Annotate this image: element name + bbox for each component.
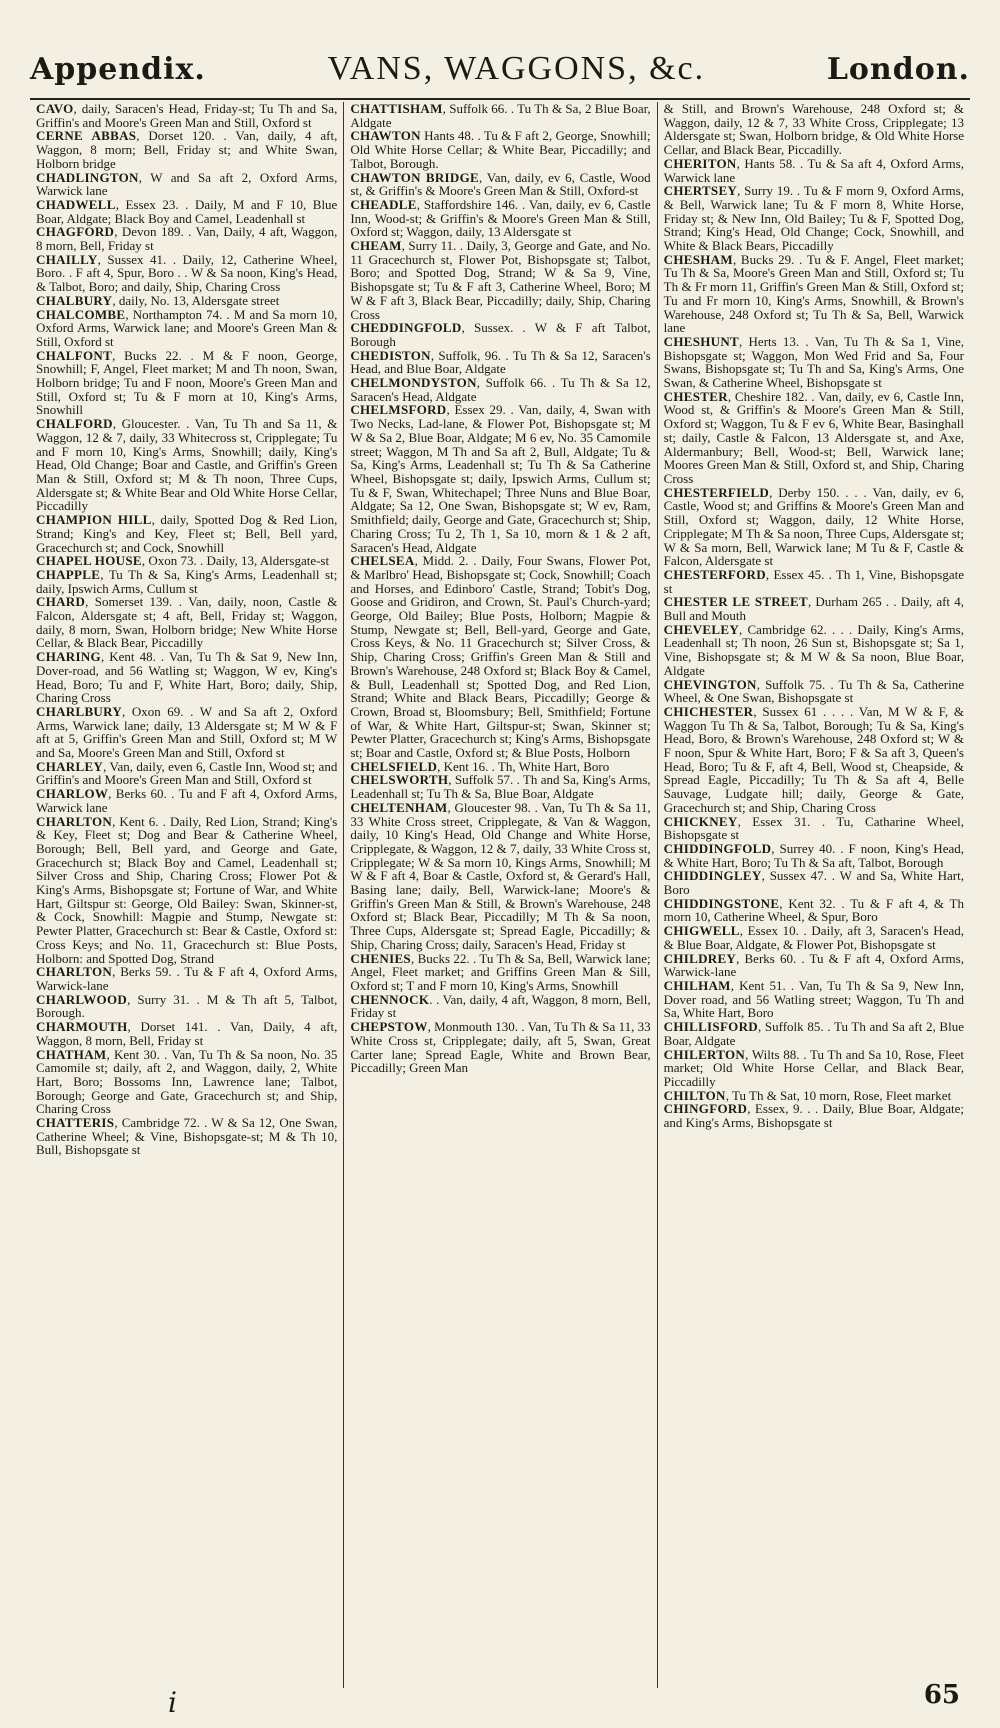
directory-entry xyxy=(350,198,650,239)
entry-details: , Bucks 22. . M & F noon, George, Snowhill; F, Angel, Fleet market; M and Th noon, Swan, Holborn bridge; Tu and F noon, Moore's Green Man and Still, Oxford st; Tu & F morn at 10, King's Arms, Snowhill xyxy=(36,347,338,418)
entry-details: , Essex 45. . Th 1, Vine, Bishopsgate st xyxy=(663,566,964,596)
directory-entry xyxy=(350,760,650,774)
header-appendix: Appendix. xyxy=(30,51,206,87)
directory-entry xyxy=(36,308,337,349)
page-number: 65 xyxy=(923,1680,960,1710)
entry-details: , Suffolk 66. . Tu Th & Sa, 2 Blue Boar, Aldgate xyxy=(350,102,651,130)
entry-place-name: CHICHESTER xyxy=(663,703,754,719)
entry-place-name: CHAILLY xyxy=(36,251,98,267)
directory-entry xyxy=(664,678,964,705)
entry-place-name: CHILERTON xyxy=(663,1046,746,1062)
directory-entry xyxy=(36,129,337,170)
entry-details: , Tu Th & Sa, King's Arms, Leadenhall st; daily, Ipswich Arms, Cullum st xyxy=(36,566,338,596)
directory-entry xyxy=(664,184,964,253)
entry-details: . . Van, daily, 4 aft, Waggon, 8 morn, Bell, Friday st xyxy=(350,991,651,1021)
entry-place-name: CHICKNEY xyxy=(663,813,738,829)
directory-entry xyxy=(350,239,650,321)
directory-entry xyxy=(350,376,650,403)
entry-place-name: CHALFONT xyxy=(36,347,113,363)
entry-place-name: CHALCOMBE xyxy=(36,306,126,322)
entry-place-name: CHIDDINGLEY xyxy=(663,868,762,884)
directory-entry xyxy=(36,417,337,513)
entry-place-name: CHADWELL xyxy=(36,196,116,212)
entry-place-name: CHILHAM xyxy=(663,978,731,993)
entry-details: , Essex 29. . Van, daily, 4, Swan with Two Necks, Lad-lane, & Flower Pot, Bishopsgate st; M W & Sa 2, Blue Boar, Aldgate; M 6 ev, No. 35 Camomile street; Waggon, M Th and Sa aft 2, Bull, Aldgate; Tu & Sa, King's Arms, Leadenhall st; Tu Th & Sa Catherine Wheel, Bishopsgate st; daily, Ipswich Arms, Cullum st; Tu & F, Swan, Whitechapel; Three Nuns and Blue Boar, Aldgate; Sa 12, One Swan, Bishopsgate st; W ev, Ram, Smithfield; daily, George and Gate, Gracechurch st; Ship, Charing Cross; Tu 2, Th 1, Sa 10, morn & 1 & 2 aft, Saracen's Head, Aldgate xyxy=(350,402,651,555)
column-middle xyxy=(343,102,656,1688)
entry-place-name: CHATTERIS xyxy=(36,1115,115,1131)
entry-place-name: CHAPPLE xyxy=(36,566,101,582)
entry-details: , Gloucester 98. . Van, Tu Th & Sa 11, 33 White Cross street, Cripplegate, & Van & Waggon, daily, 10 King's Head, Old Change and White Horse, Cripplegate, & Waggon, 12 & 7, daily, 33 White Cross st, Cripplegate; W & Sa morn 10, Kings Arms, Snowhill; M W & F aft 4, Boar & Castle, Oxford st, & Gerard's Hall, Basing lane; daily, Bell, Warwick-lane; Moore's & Griffin's Green Man & Still, & Brown's Warehouse, 248 Oxford st; Black Bear, Piccadilly; M Th & Sa noon, Three Cups, Aldersgate st; Spread Eagle, Piccadilly; & Ship, Charing Cross; daily, Saracen's Head, Friday st xyxy=(350,799,651,952)
entry-place-name: CHERTSEY xyxy=(663,183,738,199)
entry-details: , Kent 6. . Daily, Red Lion, Strand; King's & Key, Fleet st; Dog and Bear & Catherine Wheel, Borough; Bell, Bell yard, and George and Gate, Gracechurch st; Black Boy and Camel, Leadenhall st; Silver Cross and Ship, Charing Cross; Flower Pot & King's Arms, Bishopsgate st; Fortune of War, and White Hart, Giltspur st: George, Old Bailey: Swan, Skinner-st, & Cock, Snowhill: Magpie and Stump, Newgate st: Pewter Platter, Gracechurch st: Bear & Castle, Oxford st: Cross Keys; and No. 11, Gracechurch st: Blue Posts, Holborn: and Spotted Dog, Strand xyxy=(36,813,338,966)
directory-entry xyxy=(36,513,337,554)
directory-entry xyxy=(664,102,964,157)
header-title: VANS, WAGGONS, &c. xyxy=(327,50,706,87)
directory-entry xyxy=(664,924,964,951)
directory-entry xyxy=(664,1048,964,1089)
entry-details: , Suffolk, 96. . Tu Th & Sa 12, Saracen's Head, and Blue Boar, Aldgate xyxy=(350,347,651,377)
entry-place-name: CHAWTON xyxy=(350,128,421,144)
directory-entry xyxy=(36,1048,337,1117)
directory-entry xyxy=(664,568,964,595)
directory-entry xyxy=(36,102,337,129)
directory-entry xyxy=(350,102,650,129)
entry-place-name: CHAMPION HILL xyxy=(36,512,152,528)
directory-entry xyxy=(664,815,964,842)
entry-details: , Sussex. . W & F aft Talbot, Borough xyxy=(350,320,651,349)
entry-place-name: CHARLOW xyxy=(36,786,109,802)
directory-entry xyxy=(36,650,337,705)
entry-place-name: CHEVINGTON xyxy=(663,676,757,692)
entry-details: , Essex 23. . Daily, M and F 10, Blue Boar, Aldgate; Black Boy and Camel, Leadenhall st xyxy=(36,196,338,226)
entry-place-name: CHIDDINGFOLD xyxy=(663,840,772,856)
entry-details: , Surry 19. . Tu & F morn 9, Oxford Arms, & Bell, Warwick lane; Tu & F morn 8, White Horse, Friday st; & New Inn, Old Bailey; Tu & F, Spotted Dog, Strand; King's Head, Old Change; Cock, Snowhill, and White & Black Bears, Piccadilly xyxy=(663,183,964,254)
entry-details: , Cheshire 182. . Van, daily, ev 6, Castle Inn, Wood st, & Griffin's & Moore's Green Man & Still, Oxford st; Waggon, Tu & F ev 6, White Bear, Basinghall st; daily, Castle & Falcon, 13 Aldersgate st, and Axe, Aldermanbury; Bell, Wood-st; Bell, Warwick lane; Moores Green Man & Still, Oxford st, and Ship, Charing Cross xyxy=(663,388,964,486)
entry-details: , Gloucester. . Van, Tu Th and Sa 11, & Waggon, 12 & 7, daily, 33 Whitecross st, Cripplegate; Tu and F morn 10, King's Arms, Snowhill; daily, King's Head, Old Change; Boar and Castle, and Griffin's Green Man & Still, Oxford st; M & Th noon, Three Cups, Aldersgate st; & White Bear and Old White Horse Cellar, Piccadilly xyxy=(36,416,338,514)
directory-entry xyxy=(664,595,964,622)
directory-entry xyxy=(36,993,337,1020)
directory-entry xyxy=(350,554,650,760)
directory-entry xyxy=(350,993,650,1020)
entry-place-name: CHIGWELL xyxy=(663,923,740,939)
entry-place-name: CHERITON xyxy=(663,155,737,171)
directory-entry xyxy=(36,787,337,814)
entry-place-name: CHEVELEY xyxy=(663,621,740,637)
entry-place-name: CHELSEA xyxy=(350,553,415,569)
directory-entry xyxy=(664,253,964,335)
entry-details: , Suffolk 85. . Tu Th and Sa aft 2, Blue Boar, Aldgate xyxy=(663,1019,964,1048)
directory-entry xyxy=(664,869,964,896)
entry-details: , Kent 51. . Van, Tu Th & Sa 9, New Inn, Dover road, and 56 Watling street; Waggon, Tu Th and Sa, White Hart, Boro xyxy=(663,978,964,1021)
entry-details: , Monmouth 130. . Van, Tu Th & Sa 11, 33 White Cross st, Cripplegate; daily, aft 5, Swan, Great Carter lane; Spread Eagle, White and Brown Bear, Piccadilly; Green Man xyxy=(350,1019,651,1076)
directory-entry xyxy=(664,1089,964,1103)
entry-details: , Essex 10. . Daily, aft 3, Saracen's Head, & Blue Boar, Aldgate, & Flower Pot, Bishopsgate st xyxy=(663,923,964,952)
entry-place-name: CHARMOUTH xyxy=(36,1019,128,1035)
page-header xyxy=(30,40,970,98)
directory-entry xyxy=(350,773,650,800)
entry-details: , Derby 150. . . . Van, daily, ev 6, Castle, Wood st; and Griffins & Moore's Green Man and Still, Oxford st; Waggon, daily, 12 White Horse, Cripplegate; M Th & Sa noon, Three Cups, Aldersgate st; W & Sa morn, Bell, Warwick lane; M Tu & F, Castle & Falcon, Aldersgate st xyxy=(663,484,964,569)
entry-place-name: CHESTERFORD xyxy=(663,566,766,582)
entry-details: , Suffolk 66. . Tu Th & Sa 12, Saracen's Head, Aldgate xyxy=(350,375,651,404)
entry-place-name: CHEADLE xyxy=(350,196,417,212)
directory-entry xyxy=(36,198,337,225)
entry-details: Hants 48. . Tu & F aft 2, George, Snowhill; Old White Horse Cellar; & White Bear, Piccadilly; and Talbot, Borough. xyxy=(350,128,651,171)
entry-place-name: CERNE ABBAS xyxy=(36,128,137,144)
entry-place-name: CHAPEL HOUSE xyxy=(36,553,142,569)
entry-details: , Bucks 29. . Tu & F. Angel, Fleet market; Tu Th & Sa, Moore's Green Man and Still, Oxford st; Tu Th & Fr morn 11, Griffin's Green Man & Still, Oxford st; Tu and Fr morn 10, King's Arms, Snowhill, & Brown's Warehouse, 248 Oxford st; Tu Th & Sa, Bell, Warwick lane xyxy=(663,251,964,336)
entry-details: , Kent 48. . Van, Tu Th & Sat 9, New Inn, Dover-road, and 56 Watling st; Waggon, W ev, King's Head, Boro; Tu and F, White Hart, Boro; daily, Ship, Charing Cross xyxy=(36,649,338,706)
entry-details: , Oxon 69. . W and Sa aft 2, Oxford Arms, Warwick lane; daily, 13 Aldersgate st; M W & F aft at 5, Griffin's Green Man and Still, Oxford st; M W and Sa, Moore's Green Man and Still, Oxford st xyxy=(36,703,338,761)
entry-place-name: CHARLTON xyxy=(36,964,113,980)
entry-details: , Sussex 41. . Daily, 12, Catherine Wheel, Boro. . F aft 4, Spur, Boro . . W & Sa noon, King's Head, & Talbot, Boro; and daily, Ship, Charing Cross xyxy=(36,251,338,295)
entry-details: , Bucks 22. . Tu Th & Sa, Bell, Warwick lane; Angel, Fleet market; and Griffins Green Man & Sill, Oxford st; T and F morn 10, King's Arms, Snowhill xyxy=(350,950,651,993)
directory-entry xyxy=(36,349,337,418)
header-london: London. xyxy=(826,51,970,87)
entry-details: , W and Sa aft 2, Oxford Arms, Warwick lane xyxy=(36,169,338,199)
entry-place-name: CHALFORD xyxy=(36,416,113,432)
entry-place-name: CHESHAM xyxy=(663,251,733,267)
entry-place-name: CHARLEY xyxy=(36,758,104,774)
entries-columns xyxy=(30,102,970,1688)
entry-place-name: CHELMONDYSTON xyxy=(350,375,477,391)
directory-entry xyxy=(664,1102,964,1129)
entry-details: , Essex 31. . Tu, Catharine Wheel, Bishopsgate st xyxy=(663,813,964,843)
entry-place-name: CHILTON xyxy=(663,1087,726,1103)
entry-details: , Essex, 9. . . Daily, Blue Boar, Aldgate; and King's Arms, Bishopsgate st xyxy=(663,1101,964,1131)
directory-entry xyxy=(36,760,337,787)
directory-entry xyxy=(36,568,337,595)
entry-place-name: CHARING xyxy=(36,649,101,665)
entry-details: , Midd. 2. . Daily, Four Swans, Flower Pot, & Marlbro' Head, Bishopsgate st; Cock, Snowhill; Coach and Horses, and Edinboro' Castle, Strand; Tobit's Dog, Goose and Gridiron, and Crown, St. Paul's Church-yard; George, Old Bailey; Blue Posts, Holborn; Magpie & Stump, Newgate st; Bell, Bell-yard, George and Gate, Cross Keys, & No. 11 Gracechurch st; Silver Cross, & Ship, Charing Cross; Griffin's Green Man & Still and Brown's Warehouse, 248 Oxford st; Black Boy & Camel, & Bull, Leadenhall st; Spotted Dog, and Red Lion, Strand; White and Black Bears, Piccadilly; George & Crown, Broad st, Bloomsbury; Bell, Smithfield; Fortune of War, & White Hart, Giltspur-st; Swan, Skinner st; Pewter Platter, Gracechurch st; King's Arms, Bishopsgate st; Boar and Castle, Oxford st; & Blue Posts, Holborn xyxy=(350,553,651,761)
entry-details: , Herts 13. . Van, Tu Th & Sa 1, Vine, Bishopsgate st; Waggon, Mon Wed Frid and Sa, Four Swans, Bishopsgate st; Tu Th and Sa, King's Arms, One Swan, & Catherine Wheel, Bishopsgate st xyxy=(663,333,964,391)
entry-place-name: CHELSWORTH xyxy=(350,772,449,788)
directory-entry xyxy=(664,390,964,486)
entry-place-name: CHEPSTOW xyxy=(350,1019,428,1035)
entry-details: , Cambridge 62. . . . Daily, King's Arms, Leadenhall st; Th noon, 26 Sun st, Bishopsgate st; Sa 1, Vine, Bishopsgate st; & M W & Sa noon, Blue Boar, Aldgate xyxy=(663,621,964,678)
entry-place-name: CHARLWOOD xyxy=(36,991,128,1007)
directory-entry xyxy=(350,129,650,170)
entry-details: , Devon 189. . Van, Daily, 4 aft, Waggon, 8 morn, Bell, Friday st xyxy=(36,224,338,254)
entry-place-name: CHARLBURY xyxy=(36,703,123,719)
entry-place-name: CHENIES xyxy=(350,950,411,966)
entry-details: , daily, Spotted Dog & Red Lion, Strand; King's and Key, Fleet st; Bell, Bell yard, Gracechurch st; and Cock, Snowhill xyxy=(36,512,338,555)
entry-details: , Durham 265 . . Daily, aft 4, Bull and Mouth xyxy=(663,594,964,624)
signature-mark: i xyxy=(168,1686,177,1719)
directory-entry xyxy=(350,801,650,952)
directory-entry xyxy=(664,486,964,568)
entry-place-name: CHAWTON BRIDGE xyxy=(350,169,479,185)
entry-place-name: CHESTER xyxy=(663,388,728,404)
directory-entry xyxy=(350,403,650,554)
directory-entry xyxy=(664,705,964,815)
directory-entry xyxy=(36,225,337,252)
header-rule xyxy=(30,98,970,100)
entry-details: , Northampton 74. . M and Sa morn 10, Oxford Arms, Warwick lane; and Moore's Green Man & Still, Oxford st xyxy=(36,306,338,349)
entry-place-name: CHESTERFIELD xyxy=(663,484,770,500)
entry-details: , Kent 32. . Tu & F aft 4, & Th morn 10, Catherine Wheel, & Spur, Boro xyxy=(663,895,964,925)
entry-details: , daily, No. 13, Aldersgate street xyxy=(112,292,280,308)
entry-details: , Kent 30. . Van, Tu Th & Sa noon, No. 35 Camomile st; daily, aft 2, and Waggon, daily, 2, White Hart, Boro; Bossoms Inn, Lawrence lane; Talbot, Borough; George and Gate, Gracechurch st; and Ship, Charing Cross xyxy=(36,1046,338,1117)
entry-details: , Oxon 73. . Daily, 13, Aldersgate-st xyxy=(141,553,330,569)
entry-details: , Kent 16. . Th, White Hart, Boro xyxy=(437,758,610,774)
directory-entry xyxy=(36,965,337,992)
entry-place-name: CHADLINGTON xyxy=(36,169,139,185)
entry-place-name: CHARLTON xyxy=(36,813,113,829)
entry-details: , Surry 11. . Daily, 3, George and Gate, and No. 11 Gracechurch st, Flower Pot, Bishopsgate st; Talbot, Boro; and Spotted Dog, Strand; W & Sa 9, Vine, Bishopsgate st; Tu & F aft 3, Catherine Wheel, Boro; M W & F aft 3, Black Bear, Piccadilly; daily, Ship, Charing Cross xyxy=(350,238,651,322)
entry-details: , Dorset 120. . Van, daily, 4 aft, Waggon, 8 morn; Bell, Friday st; and White Swan, Holborn bridge xyxy=(36,128,338,171)
directory-entry xyxy=(36,595,337,650)
directory-entry xyxy=(664,157,964,184)
entry-place-name: CHINGFORD xyxy=(663,1101,748,1117)
entry-place-name: CHEDDINGFOLD xyxy=(350,320,462,336)
entry-place-name: CHATHAM xyxy=(36,1046,107,1062)
entry-details: , Berks 60. . Tu & F aft 4, Oxford Arms, Warwick-lane xyxy=(663,950,964,980)
entry-place-name: CHELSFIELD xyxy=(350,758,438,774)
directory-entry xyxy=(350,952,650,993)
entry-details: , Berks 59. . Tu & F aft 4, Oxford Arms, Warwick-lane xyxy=(36,964,338,993)
entry-place-name: CHESHUNT xyxy=(663,333,740,349)
entry-details: , Van, daily, ev 6, Castle, Wood st, & Griffin's & Moore's Green Man & Still, Oxford-st xyxy=(350,169,651,199)
entry-place-name: CHESTER LE STREET xyxy=(663,594,808,610)
directory-entry xyxy=(36,171,337,198)
entry-details: , Dorset 141. . Van, Daily, 4 aft, Waggon, 8 morn, Bell, Friday st xyxy=(36,1019,338,1048)
entry-place-name: CHARD xyxy=(36,594,86,610)
entry-details: , daily, Saracen's Head, Friday-st; Tu Th and Sa, Griffin's and Moore's Green Man and Still, Oxford st xyxy=(36,102,338,130)
directory-entry xyxy=(664,1020,964,1047)
directory-entry xyxy=(664,335,964,390)
directory-entry xyxy=(664,979,964,1020)
directory-entry xyxy=(350,321,650,348)
column-right xyxy=(657,102,970,1688)
entry-place-name: CHATTISHAM xyxy=(350,102,443,116)
directory-entry xyxy=(36,1020,337,1047)
directory-entry xyxy=(36,705,337,760)
entry-details: , Tu Th & Sat, 10 morn, Rose, Fleet market xyxy=(725,1087,952,1103)
directory-entry xyxy=(664,952,964,979)
entry-details: , Sussex 61 . . . . Van, M W & F, & Waggon Tu Th & Sa, Talbot, Borough; Tu & Sa, King's Head, Boro, & Brown's Warehouse, 248 Oxford st; W & F noon, Spur & White Hart, Boro; F & Sa aft 3, Queen's Head, Boro; Tu & F, aft 4, Bell, Wood st, Cheapside, & Spread Eagle, Piccadilly; Tu Th & Sa aft 4, Belle Sauvage, Ludgate hill; daily, George & Gate, Gracechurch st; and Ship, Charing Cross xyxy=(663,703,964,815)
entry-details: , Berks 60. . Tu and F aft 4, Oxford Arms, Warwick lane xyxy=(36,786,338,815)
directory-entry xyxy=(36,294,337,308)
entry-details: , Sussex 47. . W and Sa, White Hart, Boro xyxy=(663,868,964,898)
entry-place-name: CHAGFORD xyxy=(36,224,115,240)
directory-entry xyxy=(36,1116,337,1157)
entry-place-name: CHALBURY xyxy=(36,292,113,308)
entry-place-name: CHEDISTON xyxy=(350,347,431,363)
entry-place-name: CHELMSFORD xyxy=(350,402,447,418)
directory-entry xyxy=(350,349,650,376)
directory-entry xyxy=(350,171,650,198)
column-left xyxy=(30,102,343,1688)
entry-place-name: CHELTENHAM xyxy=(350,799,448,815)
directory-entry xyxy=(36,554,337,568)
entry-details: , Somerset 139. . Van, daily, noon, Castle & Falcon, Aldersgate st; 4 aft, Bell, Friday st; Waggon, daily, 8 morn, Swan, Holborn bridge; New White Horse Cellar, & Black Bear, Piccadilly xyxy=(36,594,338,651)
entry-place-name: CHILDREY xyxy=(663,950,737,966)
entry-place-name: CHENNOCK xyxy=(350,991,430,1007)
entry-details: , Surry 31. . M & Th aft 5, Talbot, Borough. xyxy=(36,991,338,1021)
entry-details: , Surrey 40. . F noon, King's Head, & White Hart, Boro; Tu Th & Sa aft, Talbot, Borough xyxy=(663,840,964,870)
entry-place-name: CAVO xyxy=(36,102,74,116)
entry-details: & Still, and Brown's Warehouse, 248 Oxford st; & Waggon, daily, 12 & 7, 33 White Cross, Cripplegate; 13 Aldersgate st; Swan, Holborn bridge, & Old White Horse Cellar, and Black Bear, Piccadilly. xyxy=(663,102,964,158)
entry-details: , Wilts 88. . Tu Th and Sa 10, Rose, Fleet market; Old White Horse Cellar, and Black Bear, Piccadilly xyxy=(663,1046,964,1089)
entry-details: , Cambridge 72. . W & Sa 12, One Swan, Catherine Wheel; & Vine, Bishopsgate-st; M & Th 10, Bull, Bishopsgate st xyxy=(36,1115,338,1158)
directory-entry xyxy=(664,897,964,924)
directory-entry xyxy=(664,842,964,869)
entry-place-name: CHEAM xyxy=(350,238,402,254)
entry-place-name: CHILLISFORD xyxy=(663,1019,758,1035)
directory-entry xyxy=(350,1020,650,1075)
entry-details: , Hants 58. . Tu & Sa aft 4, Oxford Arms, Warwick lane xyxy=(663,155,964,185)
directory-entry xyxy=(36,253,337,294)
entry-details: , Suffolk 57. . Th and Sa, King's Arms, Leadenhall st; Tu Th & Sa, Blue Boar, Aldgate xyxy=(350,772,651,802)
directory-entry xyxy=(664,623,964,678)
entry-place-name: CHIDDINGSTONE xyxy=(663,895,780,911)
entry-details: , Suffolk 75. . Tu Th & Sa, Catherine Wheel, & One Swan, Bishopsgate st xyxy=(663,676,964,706)
directory-entry xyxy=(36,815,337,966)
entry-details: , Van, daily, even 6, Castle Inn, Wood st; and Griffin's and Moore's Green Man and Still, Oxford st xyxy=(36,758,338,788)
entry-details: , Staffordshire 146. . Van, daily, ev 6, Castle Inn, Wood-st; & Griffin's & Moore's Green Man & Still, Oxford st; Waggon, daily, 13 Aldersgate st xyxy=(350,196,651,240)
